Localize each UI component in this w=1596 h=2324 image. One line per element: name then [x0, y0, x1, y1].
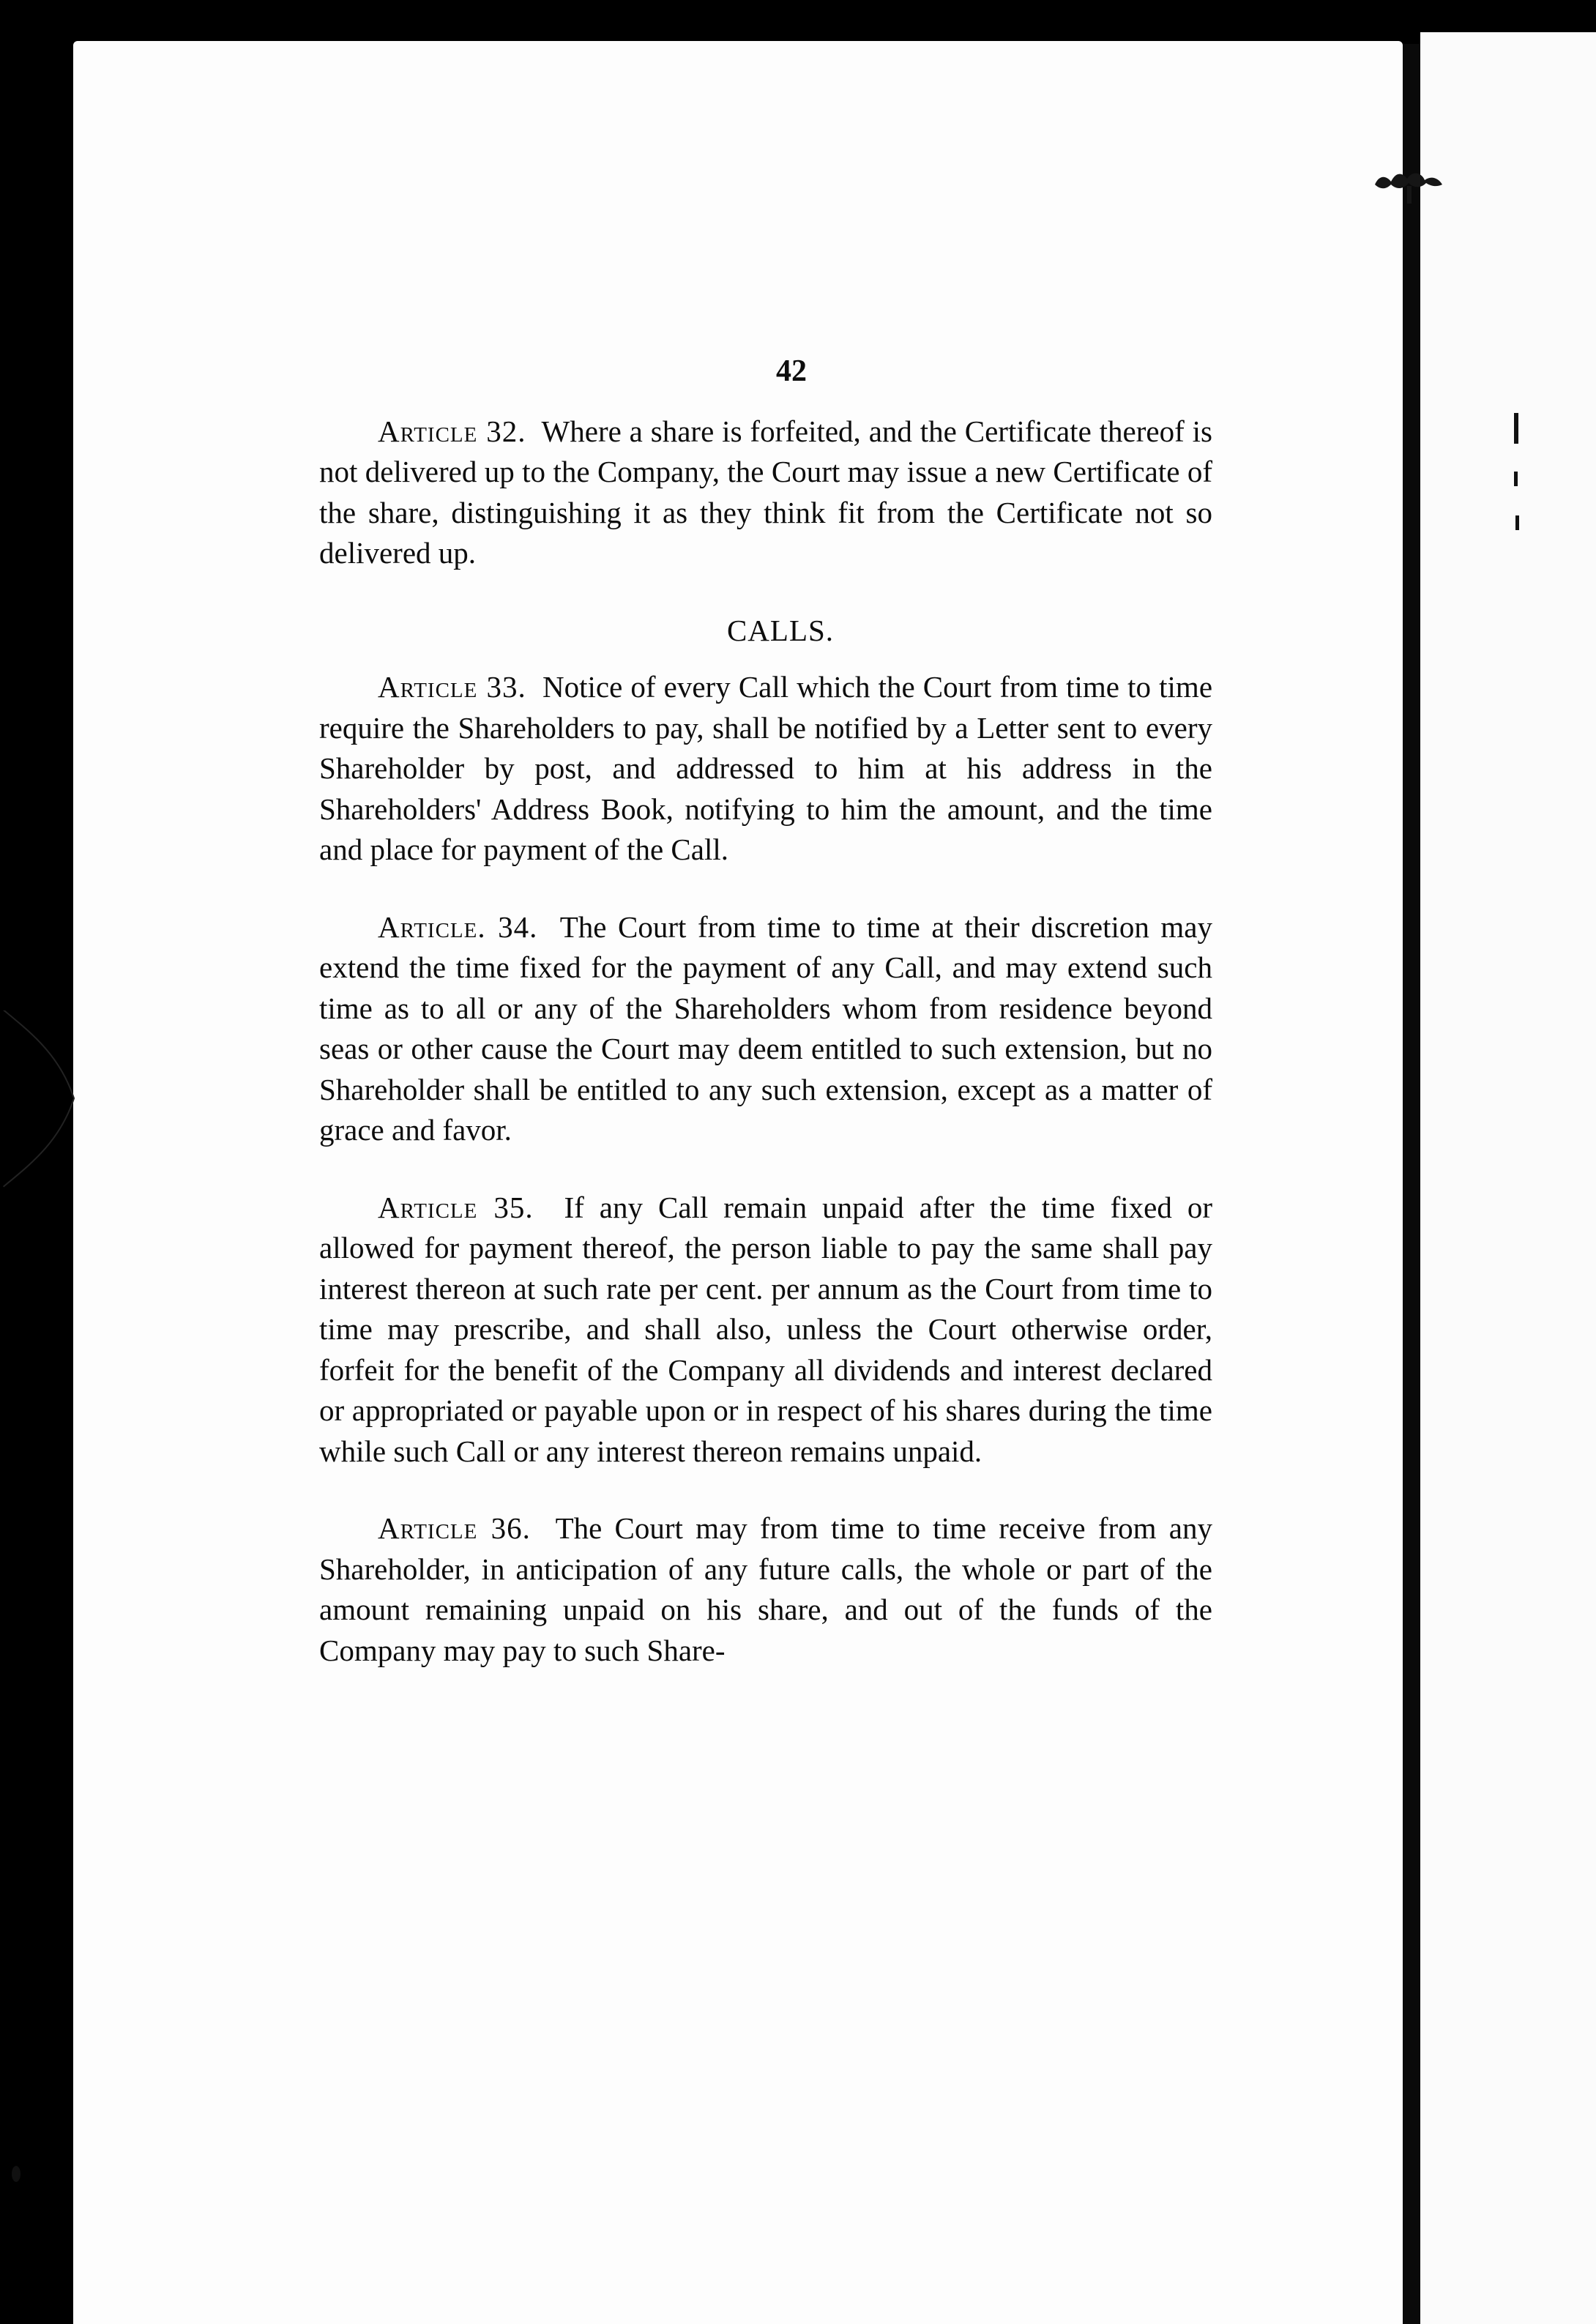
section-heading: CALLS. — [726, 613, 835, 647]
edge-mark — [1514, 413, 1518, 444]
page-gutter — [1403, 44, 1420, 2324]
article-text: The Court may from time to time receive from any Shareholder, in anticipation of any future calls, the whole or part of the amount remaining unpaid on his share, and out of the funds of the Company may pay to such Share- — [319, 1511, 1212, 1667]
bracket-mark — [0, 1010, 81, 1201]
article-text: The Court from time to time at their discretion may extend the time fixed for the payment of any Call, and may extend such time as to all or any of the Shareholders whom from residence beyond seas or other cause the Court may deem entitled to such extension, but no Shareholder shall be entitled to any such extension, except as a matter of grace and favor. — [319, 909, 1213, 1147]
article-paragraph — [319, 1508, 1212, 1671]
specks-mark — [12, 2166, 20, 2182]
edge-mark — [1515, 515, 1519, 530]
ink-blot-mark — [1369, 154, 1450, 205]
article-paragraph — [319, 1188, 1212, 1472]
article-text: If any Call remain unpaid after the time fixed or allowed for payment thereof, the person liable to pay the same shall pay interest thereon at such rate per cent. per annum as the Court from time to time may prescribe, and shall also, unless the Court otherwise order, forfeit for the benefit of the Company all dividends and interest declared or appropriated or payable upon or in respect of his shares during the time while such Call or any interest thereon remains unpaid. — [319, 1190, 1212, 1468]
article-lead: Article 33. — [378, 670, 526, 704]
article-lead: Article 32. — [378, 414, 526, 448]
page-number: 42 — [776, 354, 807, 388]
article-text: Notice of every Call which the Court from time to time require the Shareholders to pay, shall be notified by a Letter sent to every Shareholder by post, and addressed to him at his address in the Shareholders' Address Book, notifying to him the amount, and the time and place for payment of the Call. — [319, 670, 1213, 866]
article-paragraph — [319, 667, 1212, 871]
article-lead: Article 36. — [378, 1511, 531, 1545]
article-lead: Article. 34. — [378, 909, 538, 944]
article-text: Where a share is forfeited, and the Certificate thereof is not delivered up to the Company, the Court may issue a new Certificate of the share, distinguishing it as they think fit from the Certificate not so delivered up. — [319, 414, 1212, 570]
article-paragraph — [319, 411, 1212, 574]
edge-mark — [1514, 472, 1518, 486]
page-text — [319, 351, 1212, 1707]
article-paragraph — [319, 907, 1212, 1151]
adjacent-page-edge — [1420, 32, 1596, 2324]
article-lead: Article 35. — [378, 1190, 534, 1224]
